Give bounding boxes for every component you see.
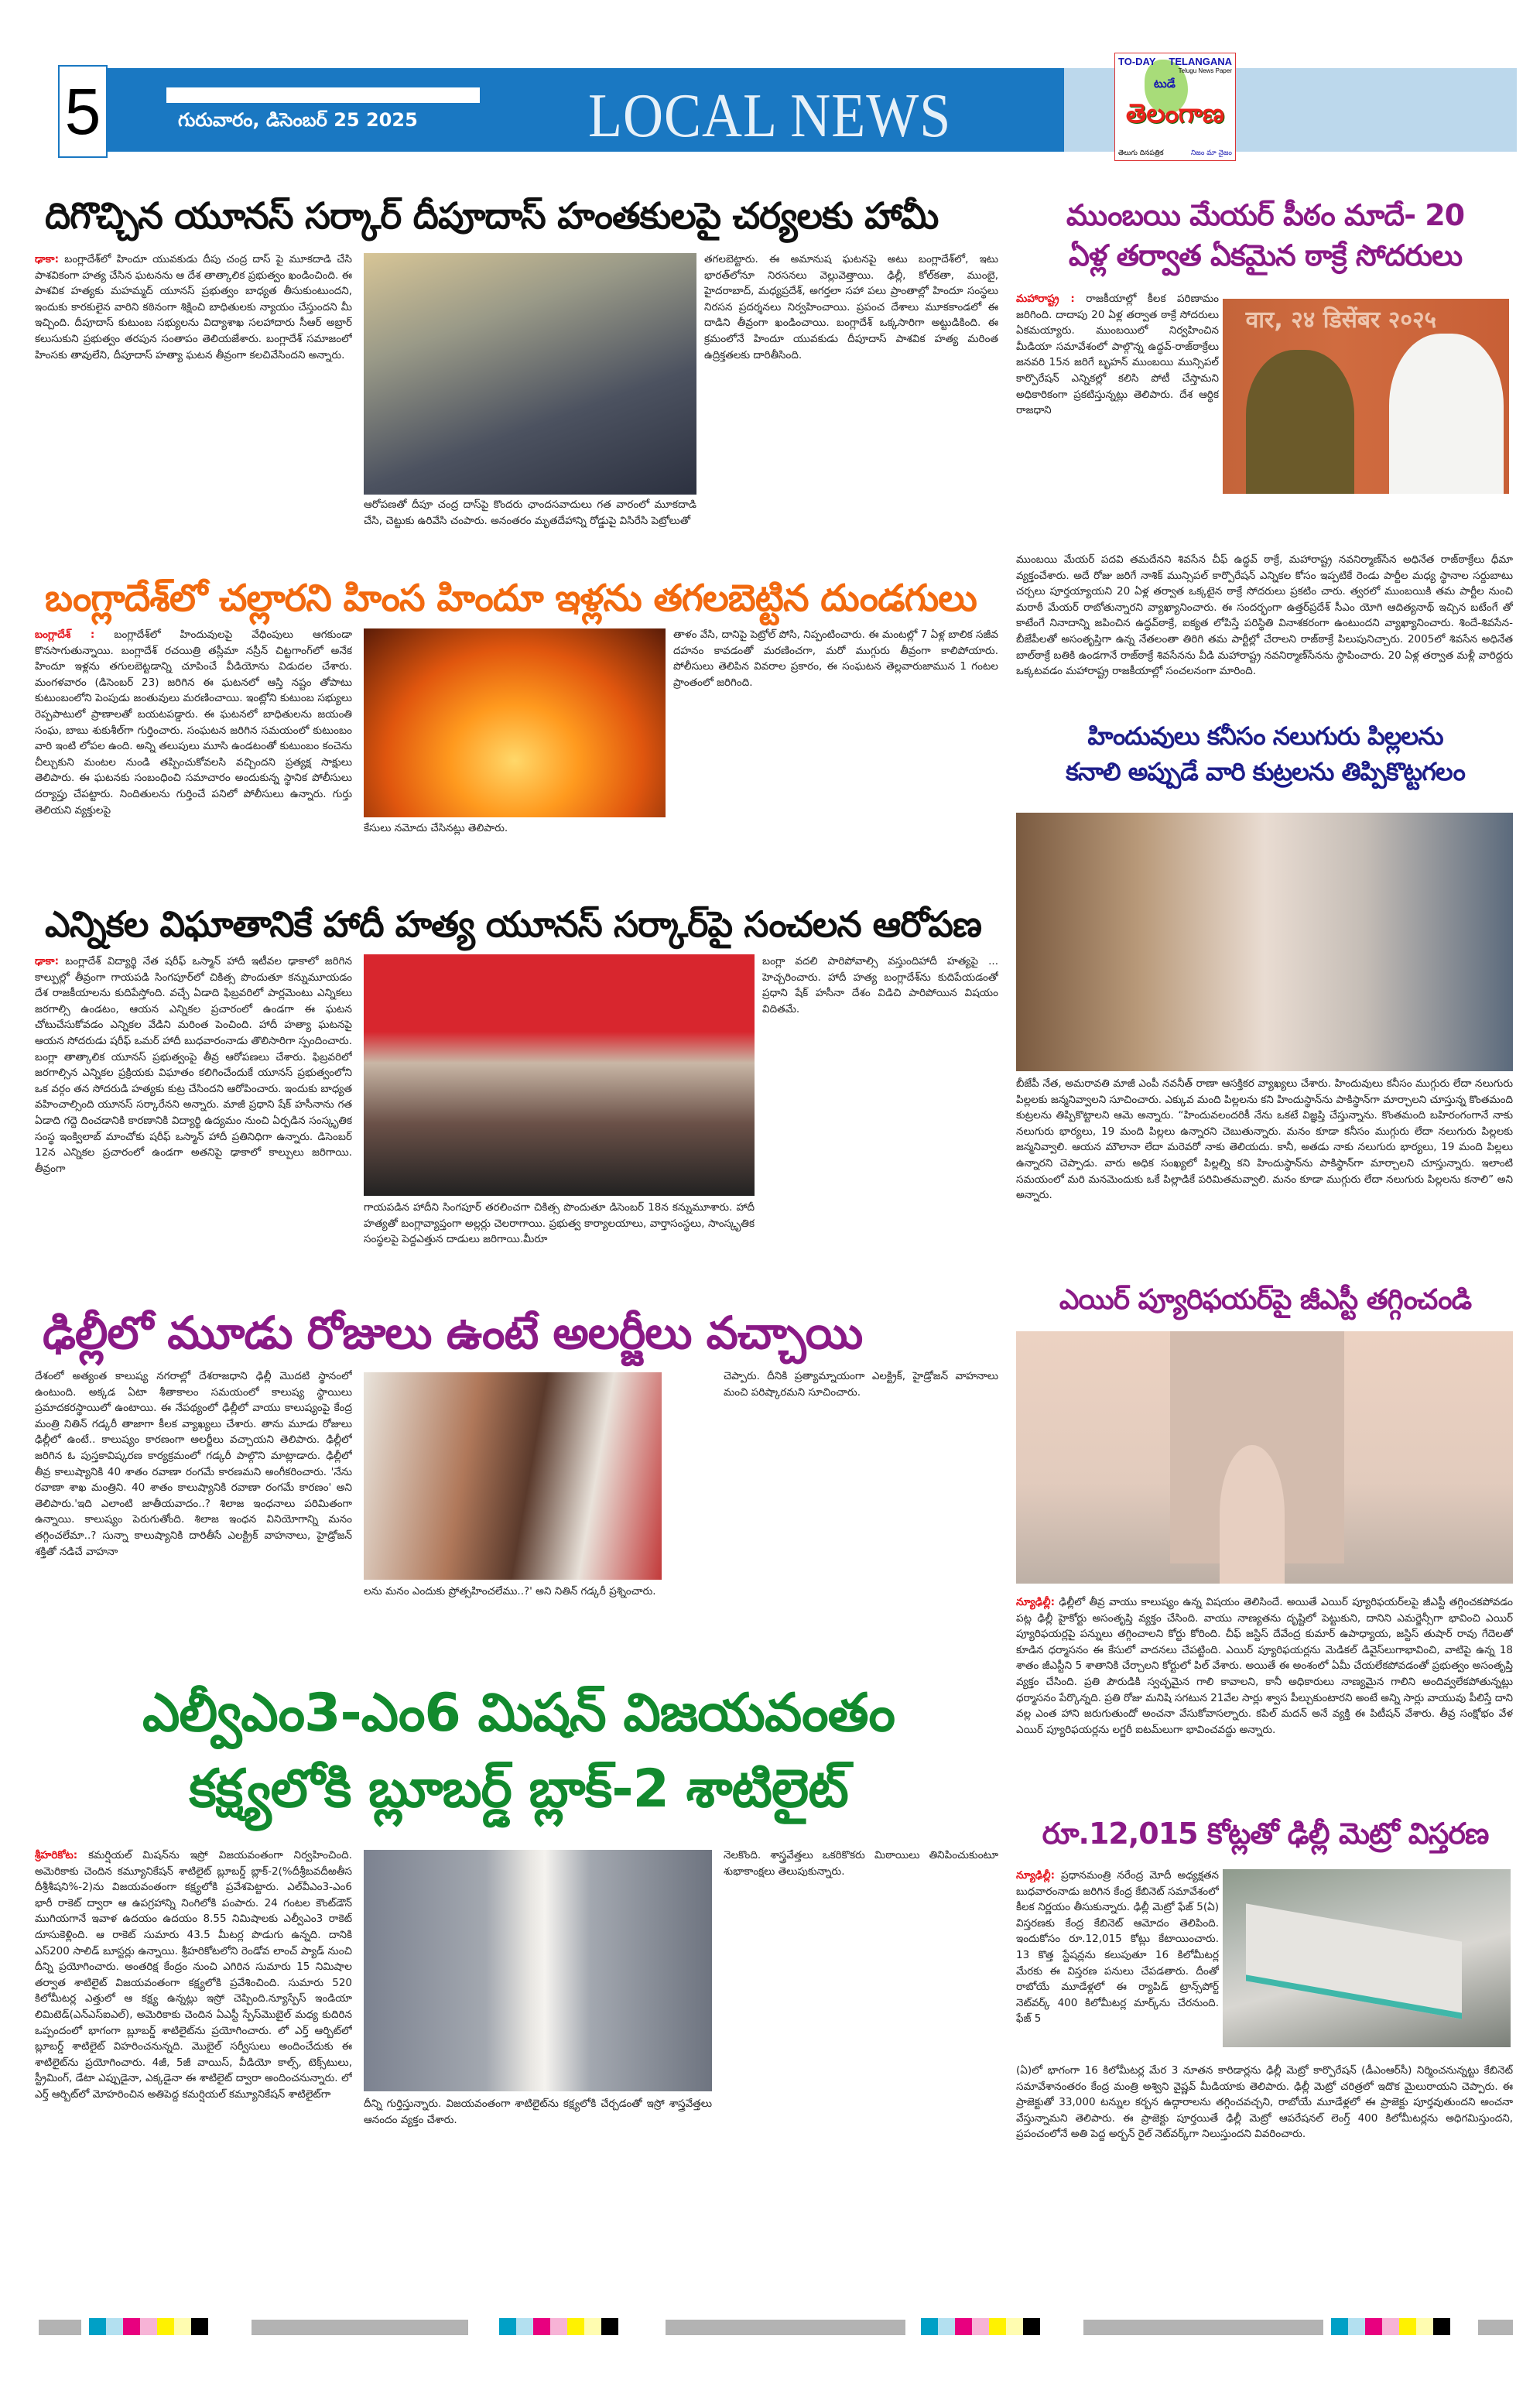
dateline: ఢాకా: xyxy=(35,253,59,265)
registration-bar xyxy=(1478,2320,1513,2335)
metro-train-figure xyxy=(1246,1903,1462,2019)
article-3-lead xyxy=(35,954,352,1279)
dateline: ఢాకా: xyxy=(35,955,59,967)
logo-top-right: TELANGANA xyxy=(1169,56,1232,67)
article-1-continued: తగలబెట్టారు. ఈ అమానుష ఘటనపై అటు బంగ్లాదేశ్‌లో, ఇటు భారత్‌లోనూ నిరసనలు వెల్లువెత్తాయి. ఢిల్లీ, కోల్‌కతా, ముంబై, హైదరాబాద్, మధ్యప్రదేశ్, అగర్తలా సహా పలు ప్రాంతాల్లో హిందూ సంస్థలు నిరసన ప్రదర్శనలు నిర్వహించాయి. ప్రపంచ దేశాలు మూకకాండలో ఈ దాడిని తీవ్రంగా ఖండించాయి. బంగ్లాదేశ్ ఒక్కసారిగా అట్టుడికింది. ఈ క్రమంలోనే హిందూ యువకుడు దీపూదాస్ పాశవిక హత్య మరింత ఉద్రిక్తతలకు దారితీసింది. xyxy=(704,253,998,361)
registration-bar xyxy=(252,2320,468,2335)
article-3-continued: బంగ్లా వదలి పారిపోవాల్సి వస్తుందిహాదీ హత్యపై ... హెచ్చరించారు. హాదీ హత్య బంగ్లాదేశ్‌ను కుదిపేయడంతో ప్రధాని షేక్ హసీనా దేశం విడిచి పారిపోయిన విషయం విదితమే. xyxy=(762,955,998,1015)
article-2-fire-photo xyxy=(364,628,666,817)
logo-tagline-left: తెలుగు దినపత్రిక xyxy=(1118,149,1164,157)
article-4-lead: దేశంలో అత్యంత కాలుష్య నగరాల్లో దేశరాజధాని ఢిల్లీ మొదటి స్థానంలో ఉంటుంది. అక్కడ ఏటా శీతాకాలం సమయంలో కాలుష్య స్థాయిలు ప్రమాదకరస్థాయిలో ఉంటాయి. ఈ నేపథ్యంలో ఢిల్లీలో వాయు కాలుష్యంపై కేంద్ర మంత్రి నితిన్ గడ్కరీ తాజాగా కీలక వ్యాఖ్యలు చేశారు. తాను మూడు రోజులు ఢిల్లీలో ఉంటే.. కాలుష్యం కారణంగా అలర్జీలు వచ్చాయని తెలిపారు. ఢిల్లీలో జరిగిన ఓ పుస్తకావిష్కరణ కార్యక్రమంలో గడ్కరీ పాల్గొని మాట్లాడారు. ఢిల్లీలో తీవ్ర కాలుష్యానికి 40 శాతం రవాణా రంగమే కారణమని అంగీకరించారు. 'నేను రవాణా శాఖ మంత్రిని. 40 శాతం కాలుష్యానికి రవాణా రంగమే కారణం' అని తెలిపారు.'ఇది ఎలాంటి జాతీయవాదం..? శిలాజ ఇంధనాలు పరిమితంగా ఉన్నాయి. కాలుష్యం పెరుగుతోంది. శిలాజ ఇంధన వినియోగాన్ని మనం తగ్గించలేమా..? సున్నా కాలుష్యానికి దారితీసే ఎలక్ట్రిక్ వాహనాలు, హైడ్రోజన్ శక్తితో నడిచే వాహనా xyxy=(35,1370,352,1558)
person-figure xyxy=(1246,350,1355,494)
hindu-body: బీజేపీ నేత, అమరావతి మాజీ ఎంపీ నవనీత్ రాణా ఆసక్తికర వ్యాఖ్యలు చేశారు. హిందువులు కనీసం ముగ్గురు లేదా నలుగురు పిల్లలకు జన్మనివ్వాలని సూచించారు. ఎక్కువ మంది పిల్లలను కని హిందుస్థాన్‌ను పాకిస్థాన్‌గా మార్చాలని చూస్తున్న కొంతమంది కుట్రలను తిప్పికొట్టాలని ఆమె అన్నారు. “హిందువలందరికీ నేను ఒకటే విజ్ఞప్తి చేస్తున్నాను. కొంతమంది బహిరంగంగానే నాకు నలుగురు భార్యలు, 19 మంది పిల్లలు ఉన్నారని చెబుతున్నారు. మనం కూడా కనీసం ముగ్గురు లేదా నలుగురు పిల్లలకు జన్మనివ్వాలి. ఆయన మౌలానా లేదా మరెవరో నాకు తెలియదు. కానీ, అతడు నాకు నలుగురు భార్యలు, 19 మంది పిల్లలు ఉన్నారని చెప్పాడు. వారు అధిక సంఖ్యలో పిల్లల్ని కని హిందుస్థాన్‌ను పాకిస్థాన్‌గా మార్చాలని చూస్తున్నారు. ఇలాంటి సమయంలో మరి మనమెందుకు ఒకే పిల్లాడికే పరిమితమవ్వాలి. మనం కూడా ముగ్గురు లేదా నలుగురు పిల్లలను కనాలి” అని అన్నారు. xyxy=(1016,1077,1513,1202)
dateline: మహారాష్ట్ర : xyxy=(1016,293,1075,305)
article-3-under-image-text: గాయపడిన హాదీని సింగపూర్ తరలించగా చికిత్స పొందుతూ డిసెంబర్ 18న కన్నుమూశారు. హాదీ హత్యతో బంగ్లావ్యాప్తంగా అల్లర్లు చెలరాగాయి. ప్రభుత్వ కార్యాలయాలు, వార్తాసంస్థలు, సాంస్కృతిక సంస్థలపై పెద్దఎత్తున దాడులు జరిగాయి.మీరూ xyxy=(364,1201,755,1246)
registration-bar xyxy=(39,2320,81,2335)
article-5-lead xyxy=(35,1848,352,2223)
article-4-continued: చెప్పారు. దీనికి ప్రత్యామ్నాయంగా ఎలక్ట్రిక్, హైడ్రోజన్ వాహనాలు మంచి పరిష్కారమని సూచించారు. xyxy=(724,1370,998,1399)
issue-date: గురువారం, డిసెంబర్ 25 2025 xyxy=(178,109,418,131)
color-registration-strip xyxy=(89,2318,208,2335)
article-3-headline: ఎన్నికల విఘాతానికే హాదీ హత్య యూనస్ సర్కార్‌పై సంచలన ఆరోపణ xyxy=(45,903,981,945)
article-4-headline: ఢిల్లీలో మూడు రోజులు ఉంటే అలర్జీలు వచ్చాయి xyxy=(43,1307,863,1359)
thackeray-brothers-photo xyxy=(1223,299,1509,494)
article-4-under-image-text: లను మనం ఎందుకు ప్రోత్సహించలేము..?' అని నితిన్ గడ్కరీ ప్రశ్నించారు. xyxy=(364,1585,656,1598)
metro-continued: (ఏ)లో భాగంగా 16 కిలోమీటర్ల మేర 3 నూతన కారిడార్లను ఢిల్లీ మెట్రో కార్పొరేషన్ (డీఎంఆర్‌సీ) నిర్మించనున్నట్టు కేబినెట్ సమావేశానంతరం కేంద్ర మంత్రి అశ్విని వైష్ణవ్ మీడియాకు తెలిపారు. ఢిల్లీ మెట్రో చరిత్రలో ఇదొక మైలురాయని చెప్పారు. ఈ ప్రాజెక్టుతో 33,000 టన్నుల కర్బన ఉద్గారాలను తగ్గించవచ్చని, రాబోయే మూడేళ్లలో ఈ ప్రాజెక్టు పూర్తవుతుందని అంచనా వేస్తున్నామని తెలిపారు. ఈ ప్రాజెక్టు పూర్తయితే ఢిల్లీ మెట్రో ఆపరేషనల్ లెంగ్త్ 400 కిలోమీటర్లను అధిగమిస్తుందని, ప్రపంచంలోనే అతి పెద్ద అర్బన్ రైల్ నెట్‌వర్క్‌గా నిలుస్తుందని వివరించారు. xyxy=(1016,2064,1513,2141)
article-5-rocket-photo xyxy=(364,1850,712,2091)
article-5-headline-line-1: ఎల్వీఎం3-ఎం6 మిషన్ విజయవంతం xyxy=(142,1683,895,1744)
delhi-metro-photo xyxy=(1223,1869,1511,2047)
article-3-press-conference-photo xyxy=(364,954,755,1196)
dateline: బంగ్లాదేశ్ : xyxy=(35,628,95,641)
article-5-continued: నెలకొంది. శాస్త్రవేత్తలు ఒకరికొకరు మిఠాయిలు తినిపించుకుంటూ శుభాకాంక్షలు తెలుపుకున్నారు. xyxy=(724,1849,998,1878)
article-4-gadkari-photo xyxy=(364,1372,662,1580)
logo-subtitle: Telugu News Paper xyxy=(1178,67,1232,74)
registration-bar xyxy=(1083,2320,1323,2335)
logo-name: తెలంగాణ xyxy=(1125,98,1225,129)
article-5-under-image-text: దీన్ని గుర్తిస్తున్నారు. విజయవంతంగా శాటిలైట్‌ను కక్ష్యలోకి చేర్చడంతో ఇస్రో శాస్త్రవేత్తలు ఆనందం వ్యక్తం చేశారు. xyxy=(364,2098,712,2126)
article-2-under-image-text: కేసులు నమోదు చేసినట్లు తెలిపారు. xyxy=(364,822,508,834)
article-text: ఢిల్లీలో తీవ్ర వాయు కాలుష్యం ఉన్న విషయం తెలిసిందే. అయితే ఎయిర్ ప్యూరిఫయర్‌లపై జీఎస్టీ తగ్గించకపోవడం పట్ల ఢిల్లీ హైకోర్టు అసంతృప్తి వ్యక్తం చేసింది. వాయు నాణ్యతను దృష్టిలో పెట్టుకుని, దానిని ఎమర్జెన్సీగా భావించి ఎయిర్ ప్యూరిఫయర్లపై పన్నులు తగ్గించాలని కోర్టు కోరింది. చీఫ్ జస్టిస్ దేవేంద్ర కుమార్ ఉపాధ్యాయ, జస్టిస్ తుషార్ రావు గేదెలతో కూడిన ధర్మాసనం ఈ కేసులో వాదనలు చేపట్టింది. ఎయిర్ ప్యూరిఫయర్లను మెడికల్ డివైస్‌లుగాభావించి, వాటిపై ఉన్న 18 శాతం జీఎస్టీని 5 శాతానికి చేర్చాలని కోర్టులో పిల్ వేశారు. అయితే ఈ అంశంలో ఏమీ చేయలేకపోవడంతో ప్రభుత్వం అసంతృప్తి వ్యక్తం చేసింది. ప్రతి పౌరుడికి స్వచ్ఛమైన గాలి కావాలని, కానీ అధికారులు నాణ్యమైన గాలిని అందివ్వలేకపోతున్నట్లు ధర్మాసనం పేర్కొన్నది. ప్రతి రోజు మనిషి సగటున 21వేల సార్లు శ్వాస పీల్చుకుంటారని అంటే అన్ని సార్లు వాయువు పీలిస్తే దాని వల్ల ఎంత హాని జరుగుతుందో అంచనా వేసుకోవాసల్నారు. కపిల్ మదన్ అనే వ్యక్తి ఈ పిటీషన్ వేశారు. తీవ్ర సంక్షోభం వేళ ఎయిర్ ప్యూరిఫయర్లను లగ్జరీ ఐటమ్‌లుగా భావించవద్దు అన్నారు. xyxy=(1016,1596,1513,1736)
air-purifier-body xyxy=(1016,1594,1513,1803)
mumbai-lead xyxy=(1016,291,1219,550)
date-bar xyxy=(166,87,480,103)
logo-top-left: TO-DAY xyxy=(1118,56,1156,67)
article-text: కమర్షియల్ మిషన్‌ను ఇస్రో విజయవంతంగా నిర్వహించింది. అమెరికాకు చెందిన కమ్యూనికేషన్ శాటిలైట్ బ్లూబర్డ్ బ్లాక్-2(%దీశ్రీబవదీఱతీస దీశ్రీశీషని%-2)ను విజయవంతంగా కక్ష్యలోకి ప్రవేశపెట్టారు. ఎల్‌వీఎం3-ఎం6 భారీ రాకెట్ ద్వారా ఆ ఉపగ్రహాన్ని నింగిలోకి పంపారు. 24 గంటల కౌంట్‌డౌన్ ముగియగానే ఇవాళ ఉదయం ఉదయం 8.55 నిమిషాలకు ఎల్వీఎం3 రాకెట్ దూసుకెళ్లింది. ఆ రాకెట్ సుమారు 43.5 మీటర్ల పొడుగు ఉన్నది. దానికి ఎస్200 సాలిడ్ బూస్టర్లు ఉన్నాయి. శ్రీహరికోటలోని రెండోవ లాంచ్ ప్యాడ్ నుంచి దీన్ని ప్రయోగించారు. అంతరిక్ష కేంద్రం నుంచి ఎగిరిన సుమారు 15 నిమిషాల తర్వాత శాటిలైట్ విజయవంతంగా కక్ష్యలోకి ప్రవేశించింది. సుమారు 520 కిలోమీటర్ల ఎత్తులో ఆ కక్ష్య ఉన్నట్లు ఇస్రో చెప్పింది.న్యూస్పేస్ ఇండియా లిమిటెడ్(ఎన్ఎస్ఐఎల్), అమెరికాకు చెందిన ఏఎస్టీ స్పేస్‌మొబైల్ మధ్య కుదిరిన ఒప్పందంలో భాగంగా బ్లూబర్డ్ శాటిలైట్‌ను ప్రయోగించారు. లో ఎర్త్ ఆర్బిట్‌లో బ్లూబర్డ్ శాటిలైట్ విహరించనున్నది. మొబైల్ సర్వీసులు అందించేదుకు ఈ శాటిలైట్‌ను ప్రయోగించారు. 4జీ, 5జీ వాయిస్, వీడియో కాల్స్, టెక్స్‌టులు, స్ట్రీమింగ్, డేటా ఎప్పుడైనా, ఎక్కడైనా ఈ శాటిలైట్ ద్వారా అందించనున్నారు. లో ఎర్త్ ఆర్బిట్‌లో మోహరించిన అతిపెద్ద కమర్షియల్ కమ్యూనికేషన్ శాటిలైట్‌గా xyxy=(35,1849,352,2101)
section-title: LOCAL NEWS xyxy=(588,80,952,151)
color-registration-strip xyxy=(499,2318,618,2335)
hindu-headline-line-2: కనాలి అప్పుడే వారి కుట్రలను తిప్పికొట్టగలం xyxy=(1066,757,1465,786)
article-text: బంగ్లాదేశ్‌లో హిందూ యువకుడు దీపు చంద్ర దాస్ పై మూకదాడి చేసి పాశవికంగా హత్య చేసిన ఘటనను ఆ దేశ తాత్కాలిక ప్రభుత్వం ఖండించింది. ఈ పాశవిక హత్యకు మహమ్మద్ యూనస్ ప్రభుత్వం బాధ్యత తీసుకుంటుందని, ఇందుకు కారకులైన వారిని కఠినంగా శిక్షించి బాధితులకు న్యాయం చేస్తుందని మీ ఇచ్చింది. దీపూదాస్ కుటుంబ సభ్యులను విద్యాశాఖ సలహాదారు సీఆర్ అబ్రార్ కలుసుకుని ప్రభుత్వం తరపున సంతాపం తెలియజేశారు. బంగ్లాదేశ్ సమాజంలో హింసకు తావులేని, దీపూదాస్ హత్యా ఘటన తీవ్రంగా కలచివేసిందని అన్నారు. xyxy=(35,253,352,361)
mumbai-headline-line-2: ఏళ్ల తర్వాత ఏకమైన ఠాక్రే సోదరులు xyxy=(1068,238,1463,272)
logo-tagline-right: నిజం మా నైజం xyxy=(1190,149,1232,157)
hindu-headline-line-1: హిందువులు కనీసం నలుగురు పిల్లలను xyxy=(1087,721,1443,751)
article-1-photo xyxy=(364,253,696,495)
person-figure xyxy=(1389,334,1504,494)
article-1-lead xyxy=(35,252,352,569)
article-2-headline: బంగ్లాదేశ్‌లో చల్లారని హింస హిందూ ఇళ్లను తగలబెట్టిన దుండగులు xyxy=(45,577,977,620)
color-registration-strip xyxy=(921,2318,1040,2335)
logo-badge: టుడే xyxy=(1154,77,1176,91)
mumbai-headline-line-1: ముంబయి మేయర్ పీఠం మాదే- 20 xyxy=(1066,198,1465,232)
india-gate-arch xyxy=(1220,1445,1284,1584)
article-1-under-image-text: ఆరోపణతో దీపూ చంద్ర దాస్‌పై కొందరు ఛాందసవాదులు గత వారంలో మూకదాడి చేసి, చెట్టుకు ఉరివేసి చంపారు. అనంతరం మృతదేహాన్ని రోడ్డుపై విసిరేసి పెట్రోలుతో xyxy=(364,498,696,527)
metro-lead xyxy=(1016,1868,1219,2063)
navneet-rana-photo xyxy=(1016,813,1513,1071)
metro-headline: రూ.12,015 కోట్లతో ఢిల్లీ మెట్రో విస్తరణ xyxy=(1042,1817,1489,1851)
color-registration-strip xyxy=(1331,2318,1450,2335)
article-text: బంగ్లాదేశ్ విద్యార్థి నేత షరీఫ్ ఒస్మాన్ హాదీ ఇటీవల ఢాకాలో జరిగిన కాల్పుల్లో తీవ్రంగా గాయపడి సింగపూర్‌లో చికిత్స పొందుతూ కన్నుమూయడం దేశ రాజకీయాలను కుదిపేస్తోంది. వచ్చే ఏడాది ఫిబ్రవరిలో పార్లమెంటు ఎన్నికలు జరగాల్సి ఉండటం, ఆయన ఎన్నికల ప్రచారంలో ఉండగా ఈ ఘటన చోటుచేసుకోవడం ఎన్నికల వేడిని మరింత పెంచింది. హాదీ హత్యా ఘటనపై ఆయన సోదరుడు షరీఫ్ ఒమర్ హాదీ బుధవారంనాడు తొలిసారిగా స్పందించారు. బంగ్లా తాత్కాలిక యూనస్ ప్రభుత్వంపై తీవ్ర ఆరోపణలు చేశారు. ఫిబ్రవరిలో జరగాల్సిన ఎన్నికల ప్రక్రియకు విఘాతం కలిగించేందుకే యూనస్ ప్రభుత్వంలోని ఒక వర్గం తన సోదరుడి హత్యకు కుట్ర చేసిందని ఆరోపించారు. ఇందుకు బాధ్యత వహించాల్సింది యూనస్ సర్కారేనని అన్నారు. మాజీ ప్రధాని షేక్ హసీనాను గత ఏడాది గద్దె దించడానికి కారణానికి విద్యార్థి ఉద్యమం నుంచి ఏర్పడిన సంస్కృతిక సంస్థ ఇంక్విలాబ్ మాంచోకు షరీఫ్ ఒస్మాన్ హాదీ ప్రతినిధిగా ఉన్నారు. డిసెంబర్ 12న ఎన్నికల ప్రచారంలో ఉండగా అతనిపై ఢాకాలో కాల్పులు జరిగాయి. తీవ్రంగా xyxy=(35,955,352,1175)
article-text: ప్రధానమంత్రి నరేంద్ర మోదీ అధ్యక్షతన బుధవారంనాడు జరిగిన కేంద్ర కేబినెట్ సమావేశంలో కీలక నిర్ణయం తీసుకున్నారు. ఢిల్లీ మెట్రో ఫేజ్ 5(ఏ) విస్తరణకు కేంద్ర కేబినెట్ ఆమోదం తెలిపింది. ఇందుకోసం రూ.12,015 కోట్లు కేటాయించారు. 13 కొత్త స్టేషన్లను కలుపుతూ 16 కిలోమీటర్ల మేరకు ఈ విస్తరణ పనులు చేపడతారు. దీంతో రాబోయే మూడేళ్లలో ఈ ర్యాపిడ్ ట్రాన్స్‌పోర్ట్ నెట్‌వర్క్ 400 కిలోమీటర్ల మార్క్‌ను చేరనుంది. ఫేజ్ 5 xyxy=(1016,1869,1219,2026)
article-text: రాజకీయాల్లో కీలక పరిణామం జరిగింది. దాదాపు 20 ఏళ్ల తర్వాత ఠాక్రే సోదరులు ఏకమయ్యారు. ముంబయిలో నిర్వహించిన మీడియా సమావేశంలో పాల్గొన్న ఉద్ధవ్-రాజ్‌ఠాక్రేలు జనవరి 15న జరిగే బృహన్ ముంబయి మున్సిపల్ కార్పొరేషన్ ఎన్నికల్లో కలిసి పోటీ చేస్తామని అధికారికంగా ప్రకటిస్తున్నట్లు తెలిపారు. దేశ ఆర్థిక రాజధాని xyxy=(1016,293,1219,417)
registration-bar xyxy=(666,2320,905,2335)
newspaper-logo xyxy=(1114,53,1236,161)
mumbai-continued: ముంబయి మేయర్ పదవి తమదేనని శివసేన చీఫ్ ఉద్ధవ్ ఠాక్రే, మహారాష్ట్ర నవనిర్మాణ్‌సేన అధినేత రాజ్‌ఠాక్రేలు ధీమా వ్యక్తంచేశారు. అదే రోజు జరిగే నాశిక్ మున్సిపల్ కార్పొరేషన్ ఎన్నికల కోసం ఇప్పటికే రెండు పార్టీల మధ్య స్థానాల సర్దుబాటు చర్చలు పూర్తయ్యాయని 20 ఏళ్ల తర్వాత ఒక్కటైన ఠాక్రే సోదరులు ప్రకటిం చారు. త్వరలో ముంబయికి తమ పార్టీల నుంచి మరాఠీ మేయర్ రాబోతున్నారని వ్యాఖ్యానించారు. ఈ సందర్భంగా ఉత్తర్‌ప్రదేశ్ సీఎం యోగి ఆదిత్యనాథ్ ఇచ్చిన బటేంగే తో కాటేంగే నినాదాన్ని జపించిన ఉద్ధవ్‌ఠాక్రే, ఐక్యత లోపిస్తే పరిస్థితి వినాశకరంగా ఉంటుందని వ్యాఖ్యానించారు. శిందే-శివసేన-బీజేపీలతో అసంతృప్తిగా ఉన్న నేతలంతా తిరిగి తమ పార్టీల్లో చేరాలని రాజ్‌ఠాక్రే పిలుపునిచ్చారు. 2005లో శివసేన అధినేత బాల్‌ఠాక్రే బతికి ఉండగానే రాజ్‌ఠాక్రే శివసేనను వీడి మహారాష్ట్ర నవనిర్మాణ్‌సేనను స్థాపించారు. 20 ఏళ్ల తర్వాత మళ్లీ వారిద్దరు ఒక్కటవడం మహారాష్ట్ర రాజకీయాల్లో సంచలనంగా మారింది. xyxy=(1016,553,1513,678)
article-text: బంగ్లాదేశ్‌లో హిందువులపై వేధింపులు ఆగకుండా కొనసాగుతున్నాయి. బంగ్లాదేశ్ రచయిత్రి తస్లీమా నస్రీన్ చిట్టగాంగ్‌లో అనేక హిందూ ఇళ్లను తగులబెట్టడాన్ని చూపించే వీడియోను విడుదల చేశారు. మంగళవారం (డిసెంబర్ 23) జరిగిన ఈ ఘటనలో ఆస్తి నష్టం తోపాటు కుటుంబంలోని పెంపుడు జంతువులు మరణించాయి. ఇంట్లోని కుటుంబ సభ్యులు రెప్పపాటులో ప్రాణాలతో బయటపడ్డారు. ఈ ఘటనలో బాధితులను జయంతి సంఘ, బాబు శుకుశీల్‌గా గుర్తించారు. సంఘటన జరిగిన సమయంలో కుటుంబం వారి ఇంటి లోపల ఉంది. అన్ని తలుపులు మూసి ఉండటంతో కుటుంబం కంచెను చీల్చుకుని మంటల నుండి తప్పించుకోవలసి వచ్చిందని ప్రత్యక్ష సాక్షులు తెలిపారు. ఈ ఘటనకు సంబంధించి సమాచారం అందుకున్న స్థానిక పోలీసులు దర్యాప్తు చేపట్టారు. నిందితులను గుర్తించే పనిలో పోలీసులు ఉన్నారు. గుర్తు తెలియని వ్యక్తులపై xyxy=(35,628,352,817)
dateline: న్యూఢిల్లీ: xyxy=(1016,1596,1055,1608)
india-gate-smog-photo xyxy=(1016,1331,1513,1584)
dateline: న్యూఢిల్లీ: xyxy=(1016,1869,1055,1882)
page-number: 5 xyxy=(58,65,108,158)
article-5-headline-line-2: కక్ష్యలోకి బ్లూబర్డ్ బ్లాక్-2 శాటిలైట్ xyxy=(189,1759,848,1820)
article-2-continued: తాళం వేసి, దానిపై పెట్రోల్ పోసి, నిప్పంటించారు. ఈ మంటల్లో 7 ఏళ్ల బాలిక సజీవ దహనం కావడంతో మరణించగా, మరో ముగ్గురు తీవ్రంగా కాలిపోయారు. పోలీసులు తెలిపిన వివరాల ప్రకారం, ఈ సంఘటన తెల్లవారుజామున 1 గంటల ప్రాంతంలో జరిగింది. xyxy=(673,628,998,689)
article-1-headline: దిగొచ్చిన యూనస్ సర్కార్ దీపూదాస్ హంతకులపై చర్యలకు హామీ xyxy=(45,195,939,238)
air-purifier-headline: ఎయిర్ ప్యూరిఫయర్‌పై జీఎస్టీ తగ్గించండి xyxy=(1059,1284,1472,1316)
article-2-lead xyxy=(35,627,352,890)
dateline: శ్రీహరికోట: xyxy=(35,1849,78,1861)
photo-banner-text: वार, २४ डिसेंबर २०२५ xyxy=(1245,307,1437,334)
